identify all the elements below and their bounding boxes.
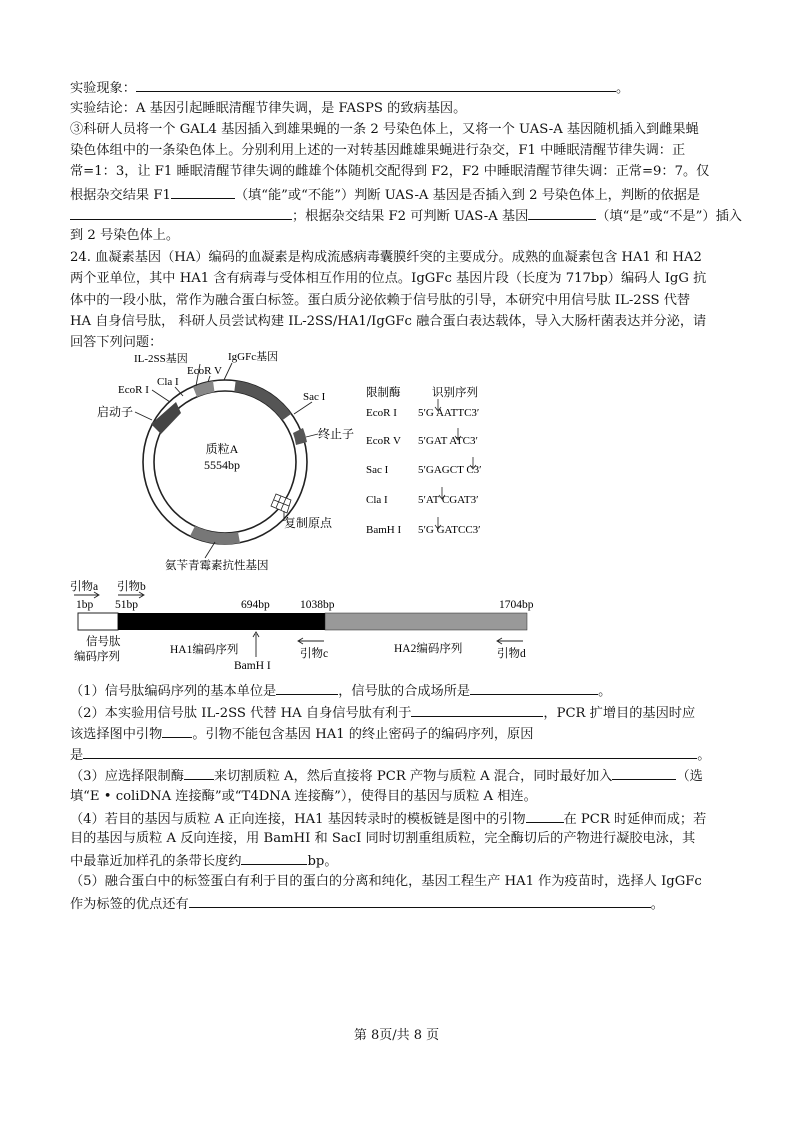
enzyme-seq: 5′AT CGAT3′ [418,494,479,506]
primer-b-label: 引物b [117,581,146,593]
text: 是 [70,748,84,763]
bamh-arrow [253,632,259,657]
q23-p3-line1: ③科研人员将一个 GAL4 基因插入到雄果蝇的一条 2 号染色体上，又将一个 UAS-A 基因随机插入到雌果蝇 [70,122,699,137]
pos-51bp: 51bp [115,599,138,611]
answer-blank[interactable] [241,851,307,865]
text: ；根据杂交结果 F2 可判断 UAS-A 基因 [292,209,529,224]
text: 中最靠近加样孔的条带长度约 [70,854,242,869]
phenomenon-line: 实验现象： 。 [70,78,730,97]
q5-line1: （5）融合蛋白中的标签蛋白有利于目的蛋白的分离和纯化，基因工程生产 HA1 作为疫苗时，选择人 IgGFc [70,874,702,889]
text: （4）若目的基因与质粒 A 正向连接，HA1 基因转录时的模板链是图中的引物 [70,812,526,827]
ha2-label: HA2编码序列 [394,643,463,655]
answer-blank[interactable] [83,745,697,759]
ecorv-label: EcoR V [187,365,222,377]
amp-label: 氨苄青霉素抗性基因 [165,560,269,572]
text: （填“能”或“不能”）判断 UAS-A 基因是否插入到 2 号染色体上，判断的依据是 [234,188,700,203]
ecori-label: EcoR I [118,384,149,396]
text: 在 PCR 时延伸而成；若 [563,812,707,827]
pos-1704bp: 1704bp [499,599,534,611]
primer-d-label: 引物d [497,648,526,660]
answer-blank[interactable] [276,681,338,695]
ha2-segment [325,613,527,630]
ha1-label: HA1编码序列 [170,644,239,656]
text: 该选择图中引物 [70,727,163,742]
q23-p3-line6: 到 2 号染色体上。 [70,228,180,243]
bamh-label: BamH I [234,660,271,672]
q2-line1 [70,703,730,722]
text: 。 [697,748,711,763]
q1-line [70,681,730,700]
terminator-label: 终止子 [318,427,355,441]
q24-line1: 24. 血凝素基因（HA）编码的血凝素是构成流感病毒囊膜纤突的主要成分。成熟的血凝素包含 HA1 和 HA2 [70,250,702,265]
q24-line3: 体中的一段小肽，常作为融合蛋白标签。蛋白质分泌依赖于信号肽的引导，本研究中用信号肽 IL-2SS 代替 [70,293,691,308]
primer-c-label: 引物c [300,648,329,660]
phenomenon-label: 实验现象： [70,81,136,96]
q2-line2 [70,724,730,743]
amp-resistance-block [190,526,240,544]
answer-blank[interactable] [526,809,564,823]
pos-694bp: 694bp [241,599,270,611]
enzyme-seq: 5′GAT ATC3′ [418,435,478,447]
q4-line1 [70,809,730,828]
signal-peptide-segment [78,613,118,630]
sac-label: Sac I [303,391,326,403]
promoter-label: 启动子 [97,405,134,419]
text: 作为标签的优点还有 [70,897,189,912]
text: ，信号肽的合成场所是 [338,684,471,699]
text: （选 [676,769,703,784]
answer-blank[interactable] [612,766,676,780]
enzyme-name: Cla I [366,494,388,506]
site-header: 识别序列 [432,387,478,399]
q4-line3 [70,851,730,870]
enzyme-seq: 5′G AATTC3′ [418,407,480,419]
signal-label-2: 编码序列 [74,651,120,663]
ha1-segment [118,613,325,630]
signal-label: 信号肽 [86,636,121,648]
text: 根据杂交结果 F1 [70,188,171,203]
pos-1038bp: 1038bp [300,599,335,611]
q2-line3 [70,745,730,764]
text: （1）信号肽编码序列的基本单位是 [70,684,277,699]
iggfc-label: IgGFc基因 [228,351,279,363]
q24-line4: HA 自身信号肽， 科研人员尝试构建 IL-2SS/HA1/IgGFc 融合蛋白表达载体，导入大肠杆菌表达并分泌，请 [70,314,707,329]
q23-p3-line3: 常=1：3，让 F1 睡眠清醒节律失调的雌雄个体随机交配得到 F2，F2 中睡眠清醒节律失调：正常=9：7。仅 [70,164,710,179]
page-footer: 第 8页/共 8 页 [353,1028,440,1043]
answer-blank[interactable] [470,681,598,695]
q3-line2: 填“E • coliDNA 连接酶”或“T4DNA 连接酶”），使得目的基因与质粒 A 相连。 [70,789,537,804]
ori-block [271,494,291,513]
q5-line2 [70,894,730,913]
cla-label: Cla I [157,376,179,388]
enzyme-name: EcoR I [366,407,397,419]
q3-line1 [70,766,730,785]
enzyme-name: Sac I [366,464,389,476]
q23-p3-line2: 染色体组中的一条染色体上。分别利用上述的一对转基因雌雄果蝇进行杂交，F1 中睡眠清醒节律失调：正 [70,143,686,158]
q24-line2: 两个亚单位，其中 HA1 含有病毒与受体相互作用的位点。IgGFc 基因片段（长度为 717bp）编码人 IgG 抗 [70,271,707,286]
ori-label: 复制原点 [284,516,333,530]
pos-1bp: 1bp [76,599,94,611]
answer-blank[interactable] [411,703,543,717]
text: 来切割质粒 A，然后直接将 PCR 产物与质粒 A 混合，同时最好加入 [213,769,613,784]
text: （3）应选择限制酶 [70,769,184,784]
text: 。 [598,684,612,699]
plasmid-name: 质粒A [205,442,239,456]
terminator-block [293,428,307,445]
text: 。引物不能包含基因 HA1 的终止密码子的编码序列，原因 [192,727,534,742]
enzyme-rows [366,407,482,536]
text: 。 [650,897,664,912]
plasmid-size: 5554bp [204,458,240,472]
enzyme-name: BamH I [366,524,402,536]
text: （2）本实验用信号肽 IL-2SS 代替 HA 自身信号肽有利于 [70,706,412,721]
answer-blank[interactable] [189,894,651,908]
enzyme-seq: 5′G GATCC3′ [418,524,481,536]
text: （填“是”或“不是”）插入 [596,209,742,224]
q24-line5: 回答下列问题： [70,335,163,350]
enzyme-header: 限制酶 [366,387,401,399]
q4-line2: 目的基因与质粒 A 反向连接，用 BamHI 和 SacI 同时切割重组质粒，完全酶切后的产物进行凝胶电泳，其 [70,831,696,846]
conclusion-line: 实验结论：A 基因引起睡眠清醒节律失调，是 FASPS 的致病基因。 [70,101,467,116]
text: bp。 [307,854,338,869]
enzyme-seq: 5′GAGCT C3′ [418,464,482,476]
text: ，PCR 扩增目的基因时应 [543,706,696,721]
answer-blank[interactable] [184,766,214,780]
il2ss-label: IL-2SS基因 [134,353,188,365]
primer-a-label: 引物a [70,581,99,593]
answer-blank[interactable] [162,724,192,738]
iggfc-gene-block [234,381,291,421]
enzyme-name: EcoR V [366,435,401,447]
